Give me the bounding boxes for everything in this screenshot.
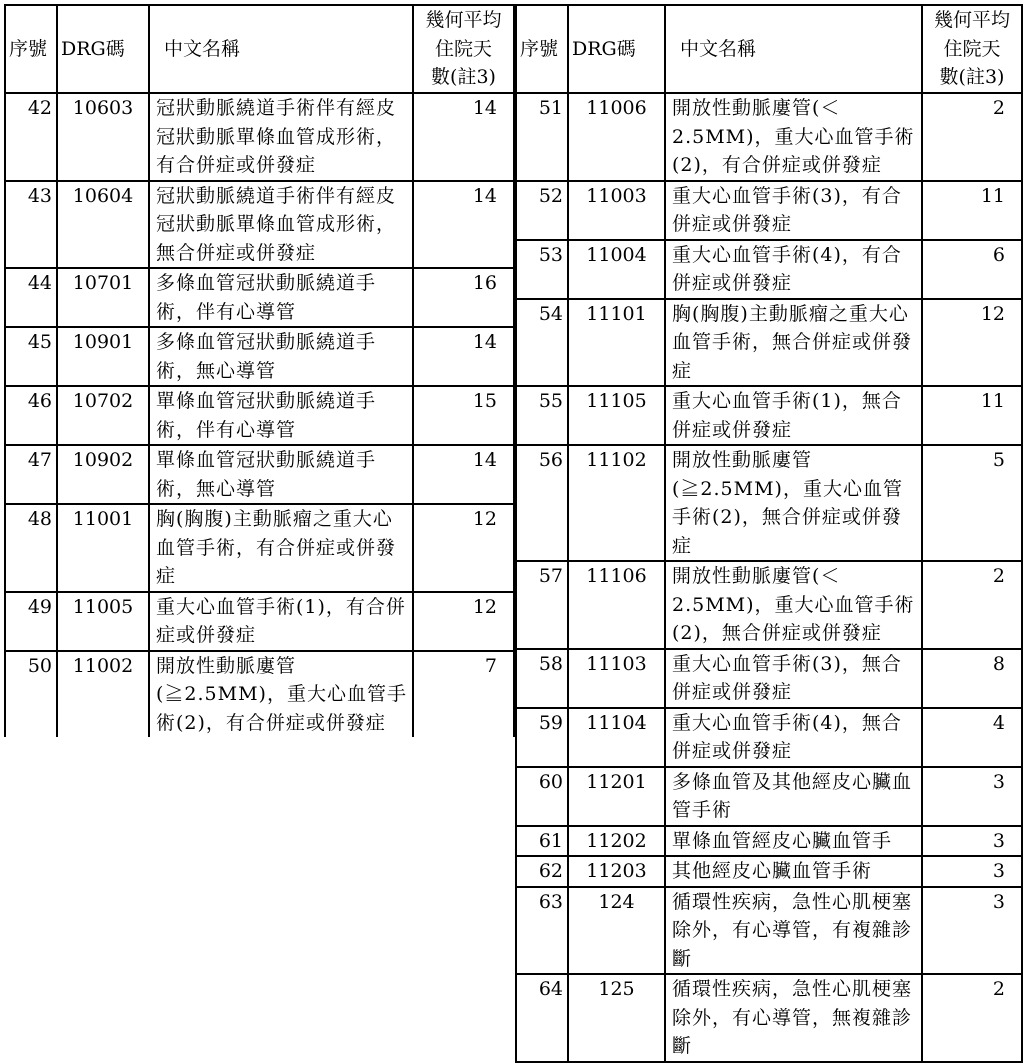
cell-seq: 55 (516, 386, 568, 445)
cell-drg-code: 11104 (568, 708, 665, 767)
cell-chinese-name: 重大心血管手術(1)，有合併症或併發症 (149, 592, 413, 651)
header-avg: 幾何平均 住院天 數(註3) (413, 5, 514, 93)
table-row (516, 649, 1022, 708)
table-row (5, 651, 514, 738)
cell-seq: 54 (516, 299, 568, 387)
cell-avg-stay: 2 (922, 93, 1022, 181)
cell-seq: 47 (5, 445, 57, 504)
cell-chinese-name: 冠狀動脈繞道手術伴有經皮冠狀動脈單條血管成形術，無合併症或併發症 (149, 181, 413, 269)
cell-chinese-name: 多條血管冠狀動脈繞道手術，伴有心導管 (149, 268, 413, 327)
cell-chinese-name: 循環性疾病，急性心肌梗塞除外，有心導管，有複雜診斷 (665, 887, 922, 975)
cell-drg-code: 11005 (57, 592, 149, 651)
cell-drg-code: 11101 (568, 299, 665, 387)
cell-drg-code: 11203 (568, 856, 665, 887)
cell-avg-stay: 5 (922, 445, 1022, 561)
cell-avg-stay: 3 (922, 767, 1022, 826)
cell-chinese-name: 冠狀動脈繞道手術伴有經皮冠狀動脈單條血管成形術，有合併症或併發症 (149, 93, 413, 181)
cell-drg-code: 11201 (568, 767, 665, 826)
cell-seq: 56 (516, 445, 568, 561)
table-row (516, 386, 1022, 445)
cell-chinese-name: 多條血管及其他經皮心臟血管手術 (665, 767, 922, 826)
cell-avg-stay: 12 (413, 504, 514, 592)
cell-avg-stay: 15 (413, 386, 514, 445)
cell-drg-code: 10701 (57, 268, 149, 327)
cell-seq: 64 (516, 974, 568, 1062)
cell-avg-stay: 2 (922, 974, 1022, 1062)
cell-avg-stay: 14 (413, 181, 514, 269)
cell-chinese-name: 單條血管冠狀動脈繞道手術，無心導管 (149, 445, 413, 504)
cell-chinese-name: 單條血管經皮心臟血管手 (665, 826, 922, 857)
table-row (5, 93, 514, 181)
table-row (516, 299, 1022, 387)
cell-seq: 52 (516, 181, 568, 240)
cell-drg-code: 11001 (57, 504, 149, 592)
cell-chinese-name: 單條血管冠狀動脈繞道手術，伴有心導管 (149, 386, 413, 445)
cell-drg-code: 11003 (568, 181, 665, 240)
cell-avg-stay: 3 (922, 856, 1022, 887)
header-drg: DRG碼 (568, 5, 665, 93)
cell-drg-code: 11102 (568, 445, 665, 561)
cell-avg-stay: 11 (922, 386, 1022, 445)
cell-chinese-name: 循環性疾病，急性心肌梗塞除外，有心導管，無複雜診斷 (665, 974, 922, 1062)
header-row (5, 5, 514, 93)
table-row (516, 93, 1022, 181)
header-seq: 序號 (5, 5, 57, 93)
cell-seq: 48 (5, 504, 57, 592)
cell-avg-stay: 6 (922, 240, 1022, 299)
table-row (516, 767, 1022, 826)
cell-seq: 62 (516, 856, 568, 887)
header-name: 中文名稱 (665, 5, 922, 93)
cell-drg-code: 124 (568, 887, 665, 975)
cell-avg-stay: 14 (413, 327, 514, 386)
cell-seq: 60 (516, 767, 568, 826)
table-row (516, 181, 1022, 240)
cell-seq: 44 (5, 268, 57, 327)
cell-drg-code: 10603 (57, 93, 149, 181)
table-row (516, 561, 1022, 649)
table-row (5, 504, 514, 592)
cell-seq: 61 (516, 826, 568, 857)
cell-seq: 57 (516, 561, 568, 649)
cell-chinese-name: 其他經皮心臟血管手術 (665, 856, 922, 887)
cell-chinese-name: 重大心血管手術(3)，有合併症或併發症 (665, 181, 922, 240)
cell-drg-code: 11004 (568, 240, 665, 299)
table-row (516, 826, 1022, 857)
cell-drg-code: 11106 (568, 561, 665, 649)
header-seq: 序號 (516, 5, 568, 93)
cell-seq: 53 (516, 240, 568, 299)
table-row (5, 327, 514, 386)
cell-seq: 63 (516, 887, 568, 975)
cell-chinese-name: 重大心血管手術(4)，無合併症或併發症 (665, 708, 922, 767)
cell-chinese-name: 重大心血管手術(1)，無合併症或併發症 (665, 386, 922, 445)
cell-seq: 58 (516, 649, 568, 708)
table-row (516, 856, 1022, 887)
cell-chinese-name: 胸(胸腹)主動脈瘤之重大心血管手術，無合併症或併發症 (665, 299, 922, 387)
table-row (5, 445, 514, 504)
table-row (516, 887, 1022, 975)
cell-avg-stay: 11 (922, 181, 1022, 240)
table-row (5, 386, 514, 445)
table-row (5, 592, 514, 651)
cell-seq: 45 (5, 327, 57, 386)
cell-avg-stay: 8 (922, 649, 1022, 708)
cell-avg-stay: 4 (922, 708, 1022, 767)
cell-avg-stay: 7 (413, 651, 514, 738)
cell-chinese-name: 開放性動脈廔管(≧2.5MM)，重大心血管手術(2)，有合併症或併發症 (149, 651, 413, 738)
cell-drg-code: 125 (568, 974, 665, 1062)
cell-seq: 43 (5, 181, 57, 269)
cell-avg-stay: 12 (413, 592, 514, 651)
cell-seq: 51 (516, 93, 568, 181)
cell-avg-stay: 2 (922, 561, 1022, 649)
cell-drg-code: 11103 (568, 649, 665, 708)
table-row (516, 974, 1022, 1062)
cell-seq: 46 (5, 386, 57, 445)
cell-chinese-name: 開放性動脈廔管(≧2.5MM)，重大心血管手術(2)，無合併症或併發症 (665, 445, 922, 561)
cell-drg-code: 10604 (57, 181, 149, 269)
cell-chinese-name: 重大心血管手術(4)，有合併症或併發症 (665, 240, 922, 299)
cell-drg-code: 11006 (568, 93, 665, 181)
cell-drg-code: 11202 (568, 826, 665, 857)
cell-seq: 59 (516, 708, 568, 767)
cell-seq: 50 (5, 651, 57, 738)
cell-chinese-name: 多條血管冠狀動脈繞道手術，無心導管 (149, 327, 413, 386)
cell-seq: 49 (5, 592, 57, 651)
cell-chinese-name: 開放性動脈廔管(＜2.5MM)，重大心血管手術(2)，有合併症或併發症 (665, 93, 922, 181)
drg-table-left (4, 4, 515, 737)
cell-seq: 42 (5, 93, 57, 181)
header-name: 中文名稱 (149, 5, 413, 93)
cell-drg-code: 11002 (57, 651, 149, 738)
cell-chinese-name: 開放性動脈廔管(＜2.5MM)，重大心血管手術(2)，無合併症或併發症 (665, 561, 922, 649)
table-row (516, 708, 1022, 767)
header-drg: DRG碼 (57, 5, 149, 93)
cell-drg-code: 10901 (57, 327, 149, 386)
table-row (516, 445, 1022, 561)
cell-avg-stay: 3 (922, 887, 1022, 975)
drg-table-right (515, 4, 1023, 1063)
cell-drg-code: 11105 (568, 386, 665, 445)
cell-avg-stay: 12 (922, 299, 1022, 387)
table-row (516, 240, 1022, 299)
table-body (5, 93, 514, 737)
cell-avg-stay: 14 (413, 93, 514, 181)
table-row (5, 268, 514, 327)
cell-chinese-name: 胸(胸腹)主動脈瘤之重大心血管手術，有合併症或併發症 (149, 504, 413, 592)
cell-chinese-name: 重大心血管手術(3)，無合併症或併發症 (665, 649, 922, 708)
table-body (516, 93, 1022, 1062)
cell-drg-code: 10902 (57, 445, 149, 504)
cell-drg-code: 10702 (57, 386, 149, 445)
cell-avg-stay: 14 (413, 445, 514, 504)
table-row (5, 181, 514, 269)
cell-avg-stay: 16 (413, 268, 514, 327)
header-avg: 幾何平均 住院天 數(註3) (922, 5, 1022, 93)
header-row (516, 5, 1022, 93)
cell-avg-stay: 3 (922, 826, 1022, 857)
